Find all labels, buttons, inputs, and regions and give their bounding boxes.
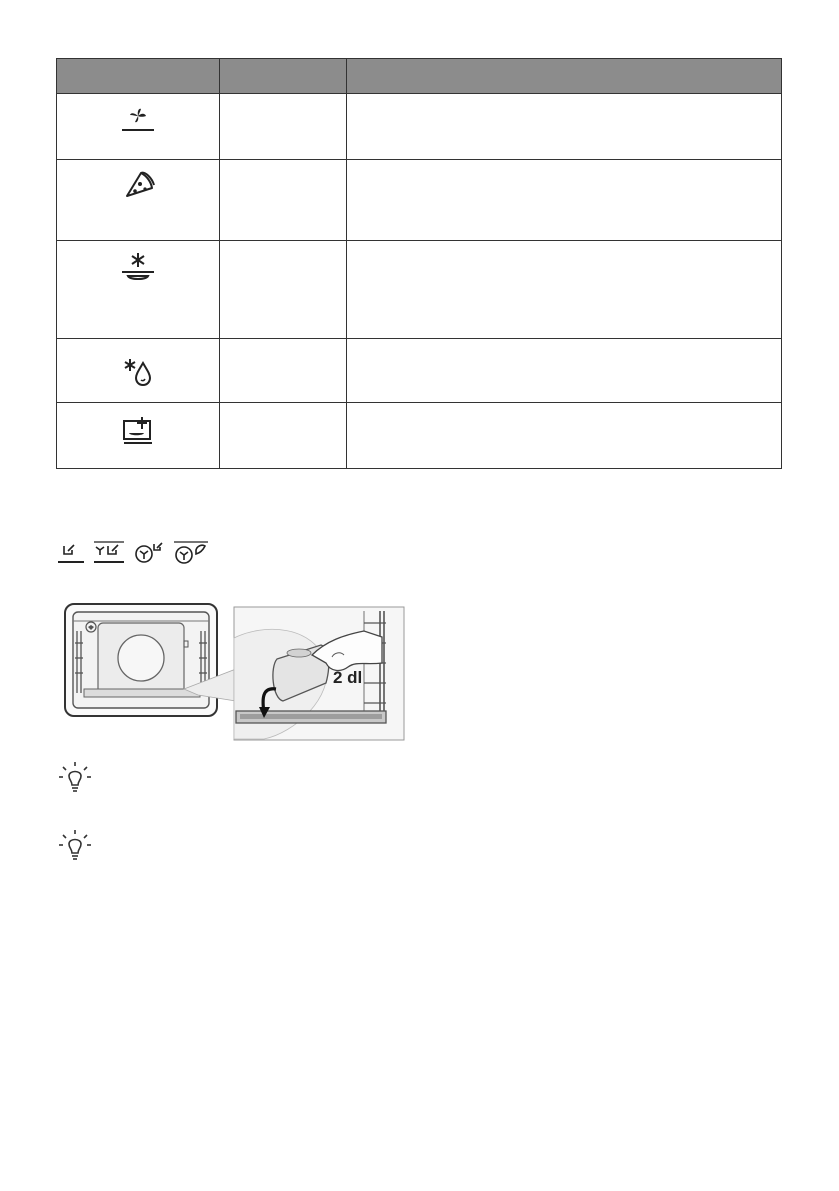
header-cell-description (347, 59, 782, 94)
table-header-row (57, 59, 782, 94)
description-cell (347, 403, 782, 469)
fan-grill-clean-icon (136, 543, 162, 562)
oven-front-view (65, 604, 236, 716)
description-cell (347, 160, 782, 241)
lightbulb-icon (58, 828, 92, 864)
function-cell (220, 241, 347, 339)
description-cell (347, 241, 782, 339)
symbol-cell (57, 339, 220, 403)
description-cell (347, 339, 782, 403)
function-cell (220, 94, 347, 160)
symbol-cell (57, 241, 220, 339)
bottom-heat-fan-icon (118, 102, 158, 138)
table-row (57, 94, 782, 160)
lightbulb-icon (58, 760, 92, 796)
symbol-cell (57, 94, 220, 160)
plate-warming-icon (118, 413, 158, 449)
cleaning-mode-icons (56, 540, 216, 566)
symbol-cell (57, 403, 220, 469)
description-cell (347, 94, 782, 160)
water-pouring-detail (234, 607, 404, 740)
oven-functions-table (56, 58, 782, 469)
table-row (57, 339, 782, 403)
table-row (57, 403, 782, 469)
header-cell-symbol (57, 59, 220, 94)
header-cell-function (220, 59, 347, 94)
fan-steam-clean-icon (94, 542, 124, 562)
function-cell (220, 339, 347, 403)
function-cell (220, 403, 347, 469)
defrost-drop-icon (118, 353, 158, 393)
water-volume-label: 2 dl (333, 668, 363, 687)
symbol-cell (57, 160, 220, 241)
pizza-icon (118, 168, 158, 202)
table-row (57, 160, 782, 241)
function-cell (220, 160, 347, 241)
steam-clean-icon (58, 545, 84, 562)
fan-grill-clean-alt-icon (174, 542, 208, 563)
defrost-plate-icon (118, 249, 158, 285)
table-row (57, 241, 782, 339)
